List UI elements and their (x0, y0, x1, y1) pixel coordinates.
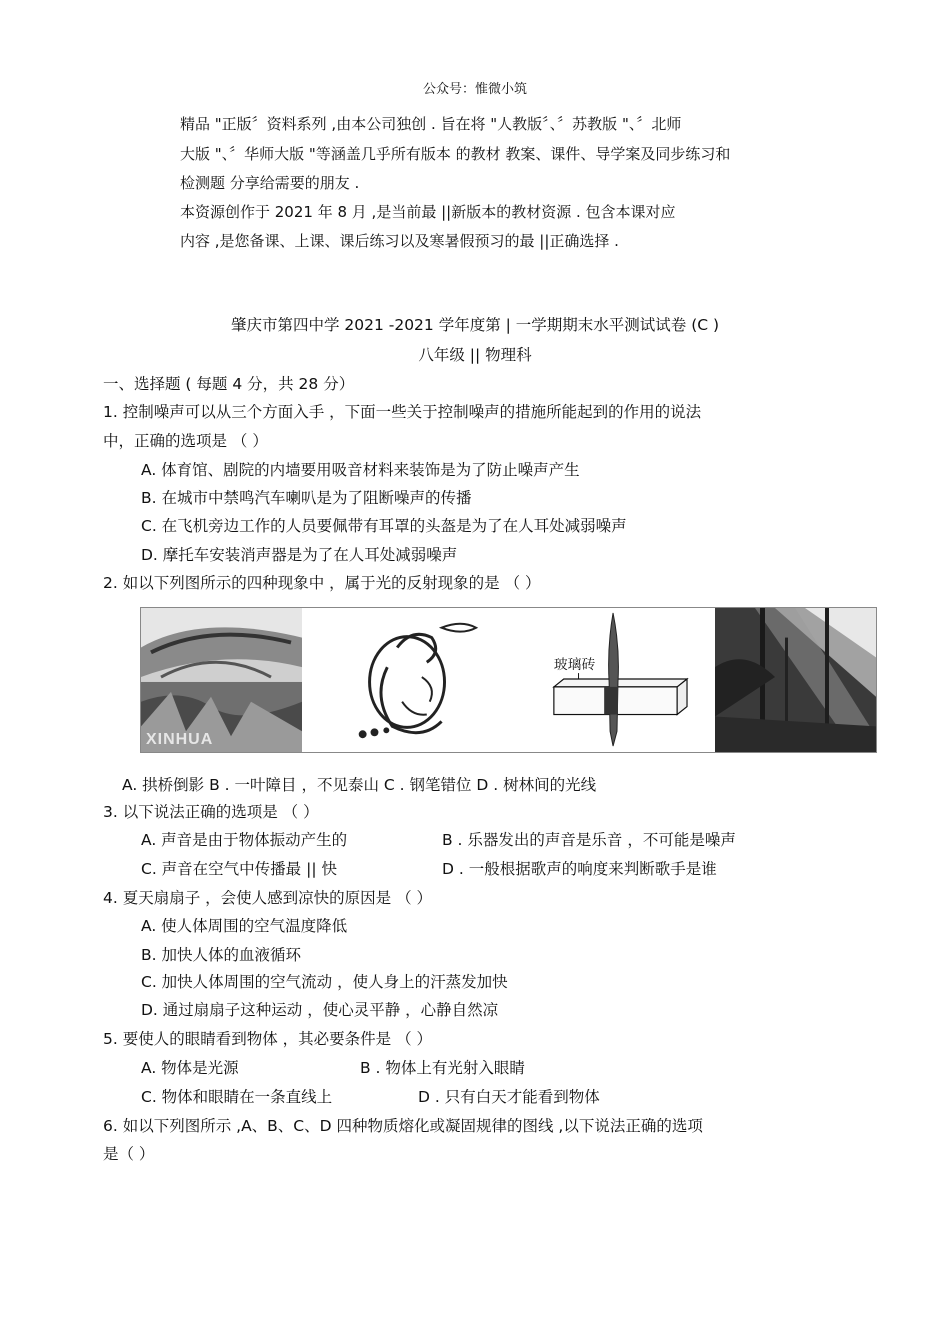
q3-option-a: A. 声音是由于物体振动产生的 (141, 831, 348, 849)
forest-light-beams-image (715, 608, 876, 752)
q3-option-d: D . 一般根据歌声的响度来判断歌手是谁 (442, 860, 717, 878)
q4-stem: 4. 夏天扇扇子 ，会使人感到凉快的原因是 （ ） (103, 889, 432, 907)
q6-stem-line-2: 是（ ） (103, 1145, 155, 1163)
q3-option-b: B . 乐器发出的声音是乐音 ，不可能是噪声 (442, 831, 736, 849)
q5-option-a: A. 物体是光源 (141, 1059, 239, 1077)
arch-bridge-image (141, 608, 302, 752)
q5-option-c: C. 物体和眼睛在一条直线上 (141, 1088, 333, 1106)
pen-behind-glass-brick-drawing (518, 608, 715, 752)
page-header: 公众号：惟微小筑 (422, 82, 527, 97)
section-heading: 一、选择题 ( 每题 4 分，共 28 分） (103, 375, 355, 393)
xinhua-watermark: XINHUA (146, 731, 214, 749)
q1-stem-line-1: 1. 控制噪声可以从三个方面入手 ，下面一些关于控制噪声的措施所能起到的作用的说法 (103, 403, 702, 421)
q4-option-a: A. 使人体周围的空气温度降低 (141, 917, 348, 935)
intro-line-3: 检测题 分享给需要的朋友 . (180, 174, 360, 192)
intro-line-2: 大版 "、〞华师大版 "等涵盖几乎所有版本 的教材 教案、课件、导学案及同步练习和 (180, 145, 731, 163)
q5-stem: 5. 要使人的眼睛看到物体 ，其必要条件是 （ ） (103, 1030, 432, 1048)
q2-options: A. 拱桥倒影 B . 一叶障目 ，不见泰山 C . 钢笔错位 D . 树林间的光线 (122, 776, 597, 794)
q5-option-d: D . 只有白天才能看到物体 (418, 1088, 600, 1106)
q4-option-d: D. 通过扇扇子这种运动 ，使心灵平静 ，心静自然凉 (141, 1001, 499, 1019)
q1-option-a: A. 体育馆、剧院的内墙要用吸音材料来装饰是为了防止噪声产生 (141, 461, 580, 479)
glass-brick-label: 玻璃砖 (553, 657, 596, 674)
q1-option-d: D. 摩托车安装消声器是为了在人耳处减弱噪声 (141, 546, 458, 564)
q5-option-b: B . 物体上有光射入眼睛 (360, 1059, 525, 1077)
q3-stem: 3. 以下说法正确的选项是 （ ） (103, 803, 319, 821)
intro-line-1: 精品 "正版〞资料系列 ,由本公司独创 . 旨在将 "人教版〞、〞苏教版 "、〞北师 (180, 115, 682, 133)
q1-stem-line-2: 中，正确的选项是 （ ） (103, 432, 268, 450)
q6-stem-line-1: 6. 如以下列图所示 ,A、B、C、D 四种物质熔化或凝固规律的图线 ,以下说法正确的选项 (103, 1117, 703, 1135)
q1-option-c: C. 在飞机旁边工作的人员要佩带有耳罩的头盔是为了在人耳处减弱噪声 (141, 517, 627, 535)
q2-figure-strip (140, 607, 877, 753)
intro-line-5: 内容 ,是您备课、上课、课后练习以及寒暑假预习的最 ||正确选择 . (180, 232, 619, 250)
q2-stem: 2. 如以下列图所示的四种现象中 ，属于光的反射现象的是 （ ） (103, 574, 541, 592)
q4-option-c: C. 加快人体周围的空气流动 ，使人身上的汗蒸发加快 (141, 973, 508, 991)
exam-title: 肇庆市第四中学 2021 -2021 学年度第 | 一学期期末水平测试试卷 (C ) (230, 316, 720, 334)
q3-option-c: C. 声音在空气中传播最 || 快 (141, 860, 337, 878)
q4-option-b: B. 加快人体的血液循环 (141, 946, 301, 964)
intro-line-4: 本资源创作于 2021 年 8 月 ,是当前最 ||新版本的教材资源 . 包含本课对应 (180, 203, 676, 221)
q1-option-b: B. 在城市中禁鸣汽车喇叭是为了阻断噪声的传播 (141, 489, 472, 507)
leaf-blocking-eye-drawing (302, 608, 518, 752)
exam-subtitle: 八年级 || 物理科 (418, 346, 532, 364)
